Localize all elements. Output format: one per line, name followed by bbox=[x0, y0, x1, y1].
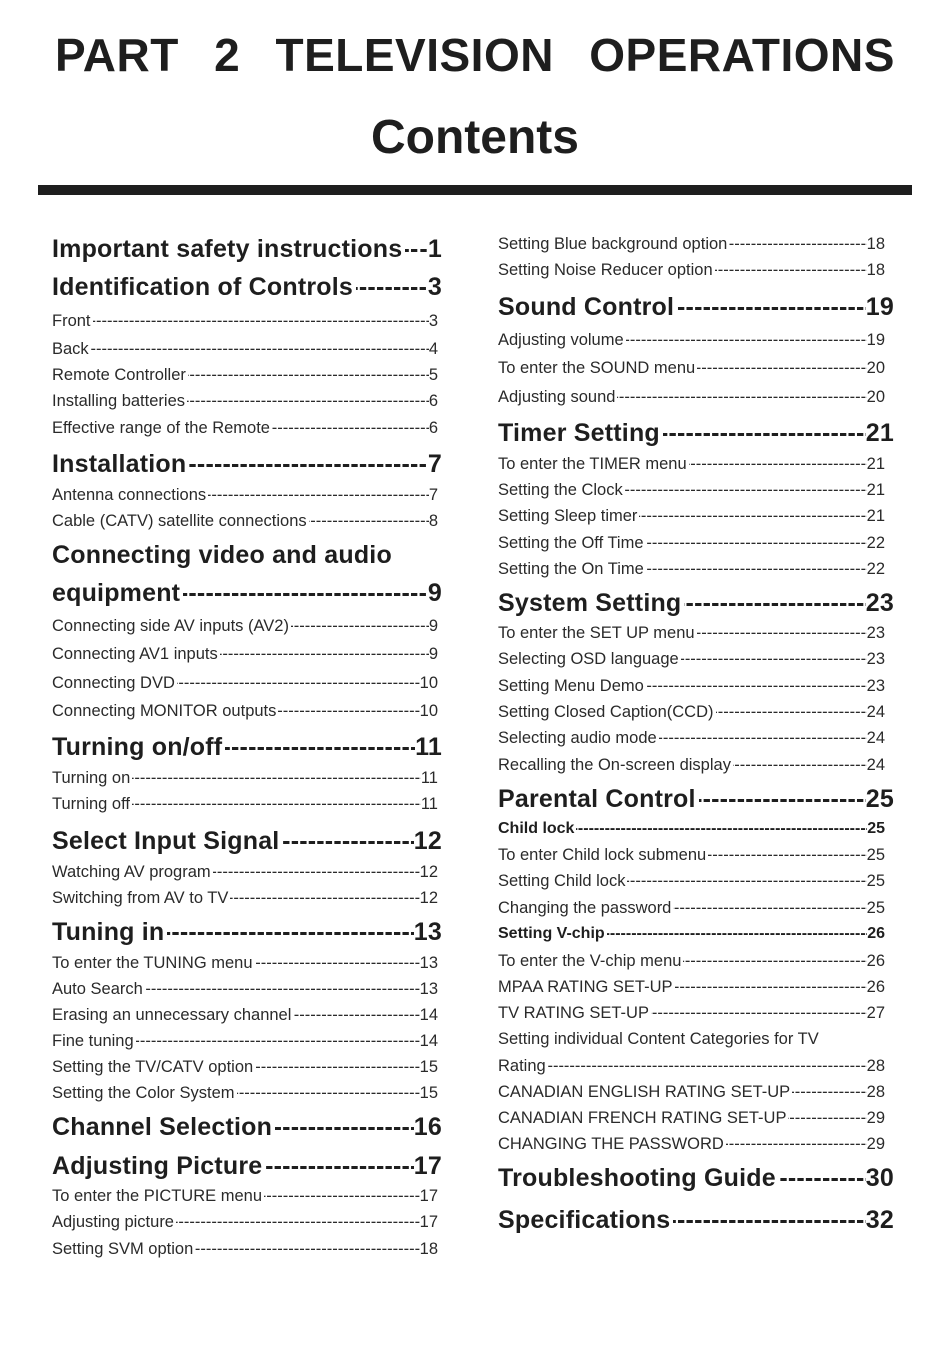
toc-section-entry[interactable] bbox=[52, 1113, 442, 1145]
toc-entry-title: Connecting DVD bbox=[52, 674, 175, 692]
toc-entry-title: Setting the Off Time bbox=[498, 534, 644, 552]
toc-page-number: 18 bbox=[866, 261, 885, 279]
toc-entry-title: To enter the TUNING menu bbox=[52, 954, 253, 972]
toc-subentry[interactable] bbox=[498, 650, 885, 672]
toc-page-number: 6 bbox=[428, 419, 438, 437]
toc-entry-title: Child lock bbox=[498, 820, 575, 837]
toc-page-number: 20 bbox=[866, 359, 885, 377]
toc-entry-title: Auto Search bbox=[52, 980, 143, 998]
toc-subentry[interactable] bbox=[52, 340, 438, 362]
toc-entry-title: Turning on bbox=[52, 769, 131, 787]
toc-page-number: 28 bbox=[866, 1057, 885, 1075]
toc-page-number: 22 bbox=[866, 560, 885, 578]
toc-subentry[interactable] bbox=[498, 455, 885, 477]
toc-entry-title: Fine tuning bbox=[52, 1032, 134, 1050]
toc-entry-title: Parental Control bbox=[498, 785, 699, 814]
toc-subentry[interactable] bbox=[52, 1006, 438, 1028]
toc-entry-title: CANADIAN FRENCH RATING SET-UP bbox=[498, 1109, 787, 1127]
toc-page-number: 4 bbox=[428, 340, 438, 358]
toc-page-number: 9 bbox=[428, 617, 438, 635]
toc-subentry[interactable] bbox=[52, 419, 438, 441]
toc-subentry[interactable] bbox=[498, 534, 885, 556]
toc-subentry[interactable] bbox=[52, 312, 438, 334]
toc-page-number: 10 bbox=[419, 702, 438, 720]
toc-section-entry[interactable] bbox=[52, 733, 442, 765]
toc-page-number: 8 bbox=[428, 512, 438, 530]
toc-section-entry[interactable] bbox=[52, 827, 442, 859]
toc-section-entry[interactable] bbox=[498, 1164, 894, 1196]
toc-entry-title: Important safety instructions bbox=[52, 235, 405, 264]
toc-page-number: 19 bbox=[865, 293, 894, 321]
toc-entry-title: Select Input Signal bbox=[52, 827, 282, 856]
toc-subentry[interactable] bbox=[52, 512, 438, 534]
toc-entry-title: Rating bbox=[498, 1057, 546, 1075]
toc-page-number: 18 bbox=[419, 1240, 438, 1258]
toc-subentry[interactable] bbox=[52, 1187, 438, 1209]
toc-page-number: 7 bbox=[428, 486, 438, 504]
toc-subentry[interactable] bbox=[52, 954, 438, 976]
toc-subentry[interactable] bbox=[52, 795, 438, 817]
toc-subentry[interactable] bbox=[498, 331, 885, 353]
toc-page-number: 23 bbox=[865, 589, 894, 617]
toc-entry-title: Connecting side AV inputs (AV2) bbox=[52, 617, 289, 635]
contents-heading: Contents bbox=[371, 111, 579, 164]
toc-page-number: 15 bbox=[419, 1058, 438, 1076]
toc-section-entry[interactable] bbox=[498, 419, 894, 451]
toc-entry-title: equipment bbox=[52, 579, 183, 608]
toc-subentry[interactable] bbox=[52, 366, 438, 388]
toc-subentry[interactable] bbox=[498, 729, 885, 751]
toc-page-number: 26 bbox=[867, 925, 885, 942]
toc-page-number: 14 bbox=[419, 1006, 438, 1024]
toc-page-number: 11 bbox=[415, 733, 442, 761]
toc-entry-title: Identification of Controls bbox=[52, 273, 356, 302]
toc-subentry[interactable] bbox=[498, 507, 885, 529]
toc-subentry[interactable] bbox=[498, 952, 885, 974]
toc-page-number: 25 bbox=[865, 785, 894, 813]
toc-subentry[interactable] bbox=[52, 863, 438, 885]
toc-entry-title: Erasing an unnecessary channel bbox=[52, 1006, 292, 1024]
toc-entry-title: To enter the SET UP menu bbox=[498, 624, 695, 642]
toc-entry-title: Setting Child lock bbox=[498, 872, 626, 890]
toc-subentry[interactable] bbox=[498, 359, 885, 381]
toc-entry-title: Adjusting sound bbox=[498, 388, 616, 406]
toc-entry-title: Changing the password bbox=[498, 899, 672, 917]
toc-subentry[interactable] bbox=[498, 1057, 885, 1079]
toc-page-number: 23 bbox=[866, 650, 885, 668]
toc-page-number: 21 bbox=[866, 481, 885, 499]
toc-page-number: -1 bbox=[419, 235, 442, 263]
toc-entry-title: Setting the On Time bbox=[498, 560, 644, 578]
toc-page-number: 25 bbox=[866, 846, 885, 864]
toc-entry-title: Setting Sleep timer bbox=[498, 507, 638, 525]
toc-page-number: 17 bbox=[419, 1187, 438, 1205]
toc-page-number: 9 bbox=[428, 645, 438, 663]
toc-page-number: 5 bbox=[428, 366, 438, 384]
toc-entry-title: Front bbox=[52, 312, 91, 330]
toc-section-entry[interactable] bbox=[498, 1206, 894, 1238]
toc-section-entry[interactable] bbox=[498, 293, 894, 325]
toc-entry-title: Adjusting volume bbox=[498, 331, 624, 349]
toc-entry-title: Setting Menu Demo bbox=[498, 677, 644, 695]
toc-subentry[interactable] bbox=[498, 677, 885, 699]
heading-divider bbox=[38, 185, 912, 195]
toc-section-entry[interactable] bbox=[52, 450, 442, 482]
toc-subentry[interactable] bbox=[52, 1213, 438, 1235]
toc-section-entry[interactable] bbox=[498, 785, 894, 817]
toc-page-number: 20 bbox=[866, 388, 885, 406]
toc-heading-text: Setting individual Content Categories for TV bbox=[498, 1030, 819, 1048]
toc-page-number: 25 bbox=[867, 820, 885, 837]
toc-entry-title: Turning on/off bbox=[52, 733, 225, 762]
toc-page-number: 23 bbox=[866, 624, 885, 642]
part-title: TELEVISION OPERATIONS bbox=[275, 29, 895, 81]
toc-entry-title: Setting the Color System bbox=[52, 1084, 235, 1102]
toc-page-number: 19 bbox=[866, 331, 885, 349]
toc-page-number: 11 bbox=[420, 795, 438, 813]
toc-entry-title: System Setting bbox=[498, 589, 684, 618]
toc-page-number: 25 bbox=[866, 872, 885, 890]
toc-subentry[interactable] bbox=[498, 1004, 885, 1026]
toc-entry-title: Selecting audio mode bbox=[498, 729, 657, 747]
toc-subentry[interactable] bbox=[52, 1240, 438, 1262]
part-heading bbox=[0, 28, 950, 82]
toc-subentry[interactable] bbox=[498, 820, 885, 842]
toc-subentry[interactable] bbox=[52, 1084, 438, 1106]
toc-entry-title: Recalling the On-screen display bbox=[498, 756, 731, 774]
toc-entry-title: Connecting MONITOR outputs bbox=[52, 702, 277, 720]
toc-entry-title: Troubleshooting Guide bbox=[498, 1164, 779, 1193]
toc-page-number: 7 bbox=[427, 450, 442, 478]
toc-entry-title: TV RATING SET-UP bbox=[498, 1004, 649, 1022]
toc-entry-title: Installation bbox=[52, 450, 189, 479]
toc-section-entry[interactable] bbox=[52, 1152, 442, 1184]
toc-subentry[interactable] bbox=[498, 560, 885, 582]
toc-section-entry[interactable] bbox=[52, 235, 442, 267]
toc-page-number: 21 bbox=[866, 507, 885, 525]
toc-page-number: 3 bbox=[427, 273, 442, 301]
toc-entry-title: Cable (CATV) satellite connections bbox=[52, 512, 307, 530]
toc-entry-title: Setting V-chip bbox=[498, 925, 605, 942]
toc-entry-title: To enter the SOUND menu bbox=[498, 359, 696, 377]
toc-page-number: 17 bbox=[419, 1213, 438, 1231]
toc-entry-title: Setting Blue background option bbox=[498, 235, 728, 253]
toc-page-number: 9 bbox=[427, 579, 442, 607]
toc-subentry[interactable] bbox=[498, 756, 885, 778]
toc-subentry[interactable] bbox=[52, 889, 438, 911]
toc-entry-title: Back bbox=[52, 340, 89, 358]
toc-subentry[interactable] bbox=[52, 486, 438, 508]
toc-entry-title: Installing batteries bbox=[52, 392, 185, 410]
toc-subentry[interactable] bbox=[498, 481, 885, 503]
toc-subentry[interactable] bbox=[498, 235, 885, 257]
toc-entry-title: Setting the TV/CATV option bbox=[52, 1058, 254, 1076]
toc-page-number: 32 bbox=[865, 1206, 894, 1234]
toc-subentry[interactable] bbox=[498, 846, 885, 868]
toc-page-number: 22 bbox=[866, 534, 885, 552]
toc-page-number: 17 bbox=[413, 1152, 442, 1180]
toc-entry-title: To enter the V-chip menu bbox=[498, 952, 682, 970]
toc-page-number: 24 bbox=[866, 756, 885, 774]
toc-subentry[interactable] bbox=[498, 899, 885, 921]
toc-page-number: 18 bbox=[866, 235, 885, 253]
toc-subentry[interactable] bbox=[52, 392, 438, 414]
toc-entry-title: To enter Child lock submenu bbox=[498, 846, 707, 864]
toc-subentry[interactable] bbox=[498, 703, 885, 725]
toc-page-number: 28 bbox=[866, 1083, 885, 1101]
toc-section-entry[interactable] bbox=[52, 273, 442, 305]
toc-entry-title: Watching AV program bbox=[52, 863, 211, 881]
toc-entry-title: To enter the TIMER menu bbox=[498, 455, 687, 473]
toc-page-number: 14 bbox=[419, 1032, 438, 1050]
toc-entry-title: Switching from AV to TV bbox=[52, 889, 229, 907]
toc-entry-title: Antenna connections bbox=[52, 486, 207, 504]
toc-entry-title: Remote Controller bbox=[52, 366, 186, 384]
toc-page-number: 29 bbox=[866, 1109, 885, 1127]
toc-subentry[interactable] bbox=[498, 872, 885, 894]
toc-subentry[interactable] bbox=[498, 261, 885, 283]
toc-entry-title: Setting the Clock bbox=[498, 481, 623, 499]
toc-subentry[interactable] bbox=[52, 617, 438, 639]
toc-subentry[interactable] bbox=[52, 980, 438, 1002]
toc-subentry[interactable] bbox=[52, 645, 438, 667]
toc-subentry[interactable] bbox=[498, 1135, 885, 1157]
toc-entry-title: Tuning in bbox=[52, 918, 167, 947]
toc-entry-title: CHANGING THE PASSWORD bbox=[498, 1135, 724, 1153]
toc-page-number: 27 bbox=[866, 1004, 885, 1022]
toc-subentry[interactable] bbox=[498, 978, 885, 1000]
toc-entry-title: Selecting OSD language bbox=[498, 650, 679, 668]
toc-page-number: 24 bbox=[866, 729, 885, 747]
toc-subentry[interactable] bbox=[498, 925, 885, 947]
toc-entry-title: Connecting AV1 inputs bbox=[52, 645, 218, 663]
toc-subentry[interactable] bbox=[52, 1032, 438, 1054]
toc-page-number: 3 bbox=[428, 312, 438, 330]
toc-entry-title: Setting Closed Caption(CCD) bbox=[498, 703, 714, 721]
toc-entry-title: Turning off bbox=[52, 795, 130, 813]
toc-section-entry[interactable] bbox=[52, 579, 442, 611]
toc-entry-title: Specifications bbox=[498, 1206, 673, 1235]
toc-page-number: 13 bbox=[413, 918, 442, 946]
toc-page-number: 13 bbox=[419, 954, 438, 972]
toc-page-number: 13 bbox=[419, 980, 438, 998]
toc-page-number: 23 bbox=[866, 677, 885, 695]
toc-page-number: 29 bbox=[866, 1135, 885, 1153]
part-number: PART 2 bbox=[55, 29, 241, 81]
toc-page-number: 30 bbox=[865, 1164, 894, 1192]
toc-entry-title: Sound Control bbox=[498, 293, 677, 322]
toc-page-number: 26 bbox=[866, 978, 885, 996]
toc-entry-title: To enter the PICTURE menu bbox=[52, 1187, 263, 1205]
toc-page-number: 15 bbox=[419, 1084, 438, 1102]
toc-page-number: 12 bbox=[419, 863, 438, 881]
toc-entry-title: Setting Noise Reducer option bbox=[498, 261, 713, 279]
toc-entry-title: Adjusting picture bbox=[52, 1213, 174, 1231]
toc-subentry[interactable] bbox=[52, 674, 438, 696]
toc-page-number: 25 bbox=[866, 899, 885, 917]
toc-page-number: 10 bbox=[419, 674, 438, 692]
toc-entry-title: Effective range of the Remote bbox=[52, 419, 270, 437]
toc-page-number: 16 bbox=[413, 1113, 442, 1141]
toc-page-number: 12 bbox=[419, 889, 438, 907]
toc-entry-title: MPAA RATING SET-UP bbox=[498, 978, 673, 996]
toc-section-entry[interactable] bbox=[498, 589, 894, 621]
toc-page-number: 12 bbox=[413, 827, 442, 855]
toc-heading-text: Connecting video and audio bbox=[52, 541, 392, 569]
toc-page-number: 11 bbox=[420, 769, 438, 787]
toc-subentry[interactable] bbox=[498, 388, 885, 410]
toc-page-number: 6 bbox=[428, 392, 438, 410]
toc-page-number: 24 bbox=[866, 703, 885, 721]
toc-subentry[interactable] bbox=[52, 702, 438, 724]
toc-subentry[interactable] bbox=[52, 1058, 438, 1080]
toc-entry-title: Channel Selection bbox=[52, 1113, 275, 1142]
toc-section-entry[interactable] bbox=[52, 918, 442, 950]
toc-entry-title: CANADIAN ENGLISH RATING SET-UP bbox=[498, 1083, 791, 1101]
toc-page-number: 21 bbox=[865, 419, 894, 447]
toc-subentry[interactable] bbox=[498, 1083, 885, 1105]
toc-subentry[interactable] bbox=[52, 769, 438, 791]
toc-subentry[interactable] bbox=[498, 1109, 885, 1131]
toc-entry-title: Setting SVM option bbox=[52, 1240, 194, 1258]
toc-entry-title: Timer Setting bbox=[498, 419, 663, 448]
toc-subentry[interactable] bbox=[498, 624, 885, 646]
toc-entry-title: Adjusting Picture bbox=[52, 1152, 265, 1181]
toc-page-number: 26 bbox=[866, 952, 885, 970]
toc-page-number: 21 bbox=[866, 455, 885, 473]
